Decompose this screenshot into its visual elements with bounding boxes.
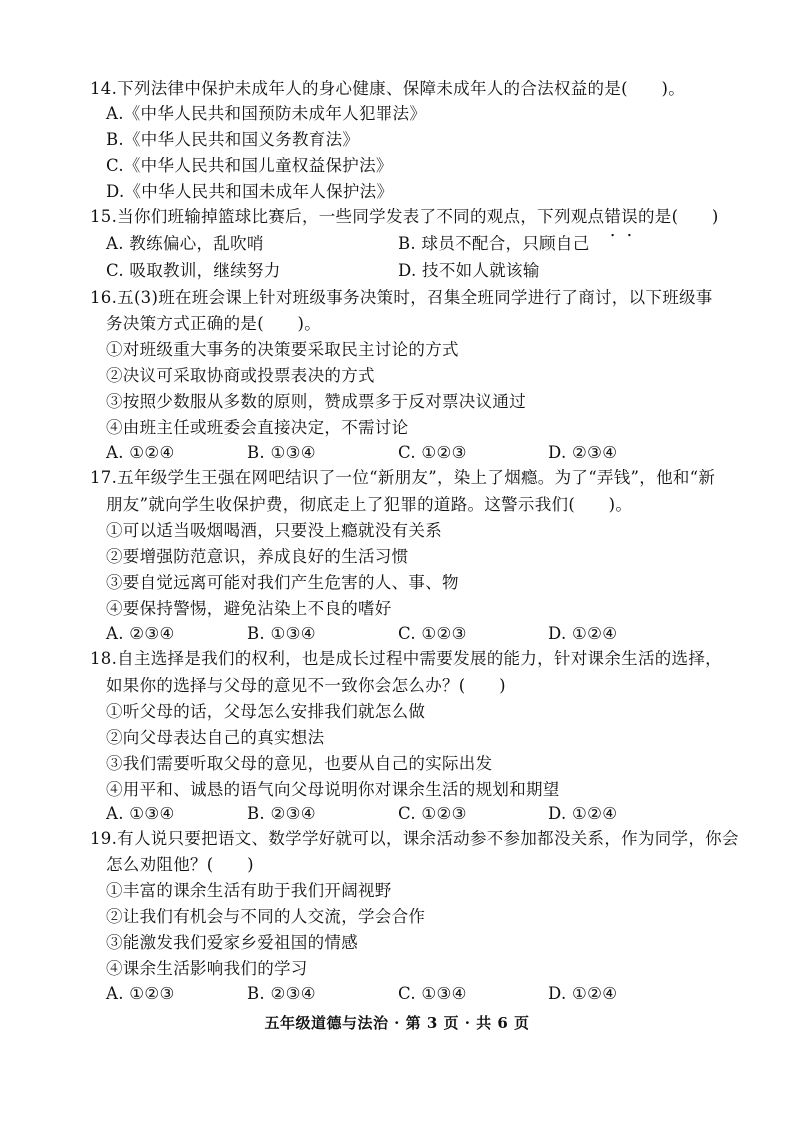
- q17-option-b: B. ①③④: [247, 624, 316, 643]
- q15-stem-post: 的是( ): [637, 207, 719, 226]
- q16-statement-4: ④由班主任或班委会直接决定，不需讨论: [106, 418, 409, 437]
- q18-stem-line1: 18.自主选择是我们的权利，也是成长过程中需要发展的能力，针对课余生活的选择，: [90, 649, 722, 668]
- q16-statement-2: ②决议可采取协商或投票表决的方式: [106, 366, 375, 385]
- q16-option-b: B. ①③④: [247, 443, 316, 462]
- q18-statement-2: ②向父母表达自己的真实想法: [106, 728, 325, 747]
- q19-stem-line1: 19.有人说只要把语文、数学学好就可以，课余活动参不参加都没关系，作为同学，你会: [90, 829, 739, 848]
- q18-option-d: D. ①②④: [548, 804, 618, 823]
- q15-stem-pre: 15.当你们班输掉篮球比赛后，一些同学发表了不同的观点，下列观点: [90, 207, 605, 226]
- q18-stem-line2: 如果你的选择与父母的意见不一致你会怎么办？( ): [106, 676, 506, 695]
- q14-option-c: C.《中华人民共和国儿童权益保护法》: [106, 156, 393, 175]
- q14-option-b: B.《中华人民共和国义务教育法》: [106, 130, 360, 149]
- q16-statement-3: ③按照少数服从多数的原则，赞成票多于反对票决议通过: [106, 392, 526, 411]
- q18-option-c: C. ①②③: [398, 804, 467, 823]
- q19-stem-line2: 怎么劝阻他？( ): [106, 855, 254, 874]
- q17-option-c: C. ①②③: [398, 624, 467, 643]
- q18-option-b: B. ②③④: [247, 804, 316, 823]
- q16-option-c: C. ①②③: [398, 443, 467, 462]
- q17-stem-line2: 朋友”就向学生收保护费，彻底走上了犯罪的道路。这警示我们( )。: [106, 495, 633, 514]
- q14-option-d: D.《中华人民共和国未成年人保护法》: [106, 182, 394, 201]
- q17-option-a: A. ②③④: [106, 624, 175, 643]
- q19-option-c: C. ①③④: [398, 984, 467, 1003]
- q15-option-c: C. 吸取教训，继续努力: [106, 261, 281, 280]
- q18-statement-1: ①听父母的话，父母怎么安排我们就怎么做: [106, 702, 426, 721]
- q19-statement-4: ④课余生活影响我们的学习: [106, 959, 308, 978]
- q17-stem-line1: 17.五年级学生王强在网吧结识了一位“新朋友”，染上了烟瘾。为了“弄钱”，他和“新: [90, 468, 716, 487]
- q16-option-d: D. ②③④: [548, 443, 618, 462]
- q19-statement-2: ②让我们有机会与不同的人交流，学会合作: [106, 907, 426, 926]
- q14-stem: 14.下列法律中保护未成年人的身心健康、保障未成年人的合法权益的是( )。: [90, 79, 686, 98]
- q19-option-b: B. ②③④: [247, 984, 316, 1003]
- q16-stem-line1: 16.五(3)班在班会课上针对班级事务决策时，召集全班同学进行了商讨，以下班级事: [90, 288, 713, 307]
- q15-option-d: D. 技不如人就该输: [398, 261, 540, 280]
- q17-statement-4: ④要保持警惕，避免沾染上不良的嗜好: [106, 599, 392, 618]
- q14-option-a: A.《中华人民共和国预防未成年人犯罪法》: [106, 104, 427, 123]
- q16-stem-line2: 务决策方式正确的是( )。: [106, 314, 322, 333]
- q15-emphasis-char: 错: [604, 207, 622, 226]
- q19-statement-3: ③能激发我们爱家乡爱祖国的情感: [106, 933, 358, 952]
- q15-stem-emphasis: [604, 207, 638, 226]
- q17-statement-1: ①可以适当吸烟喝酒，只要没上瘾就没有关系: [106, 521, 442, 540]
- q17-option-d: D. ①②④: [548, 624, 618, 643]
- q17-statement-3: ③要自觉远离可能对我们产生危害的人、事、物: [106, 573, 459, 592]
- q15-stem: [90, 206, 719, 228]
- q17-statement-2: ②要增强防范意识，养成良好的生活习惯: [106, 547, 409, 566]
- q15-option-b: B. 球员不配合，只顾自己: [398, 234, 590, 253]
- q18-option-a: A. ①③④: [106, 804, 175, 823]
- q18-statement-3: ③我们需要听取父母的意见，也要从自己的实际出发: [106, 754, 493, 773]
- q16-statement-1: ①对班级重大事务的决策要采取民主讨论的方式: [106, 340, 459, 359]
- q19-statement-1: ①丰富的课余生活有助于我们开阔视野: [106, 881, 392, 900]
- q15-emphasis-char: 误: [621, 207, 638, 226]
- q16-option-a: A. ①②④: [106, 443, 175, 462]
- page-footer: 五年级道德与法治 · 第 3 页 · 共 6 页: [264, 1014, 530, 1032]
- q19-option-a: A. ①②③: [106, 984, 175, 1003]
- q19-option-d: D. ①②④: [548, 984, 618, 1003]
- q18-statement-4: ④用平和、诚恳的语气向父母说明你对课余生活的规划和期望: [106, 780, 560, 799]
- q15-option-a: A. 教练偏心，乱吹哨: [106, 234, 264, 253]
